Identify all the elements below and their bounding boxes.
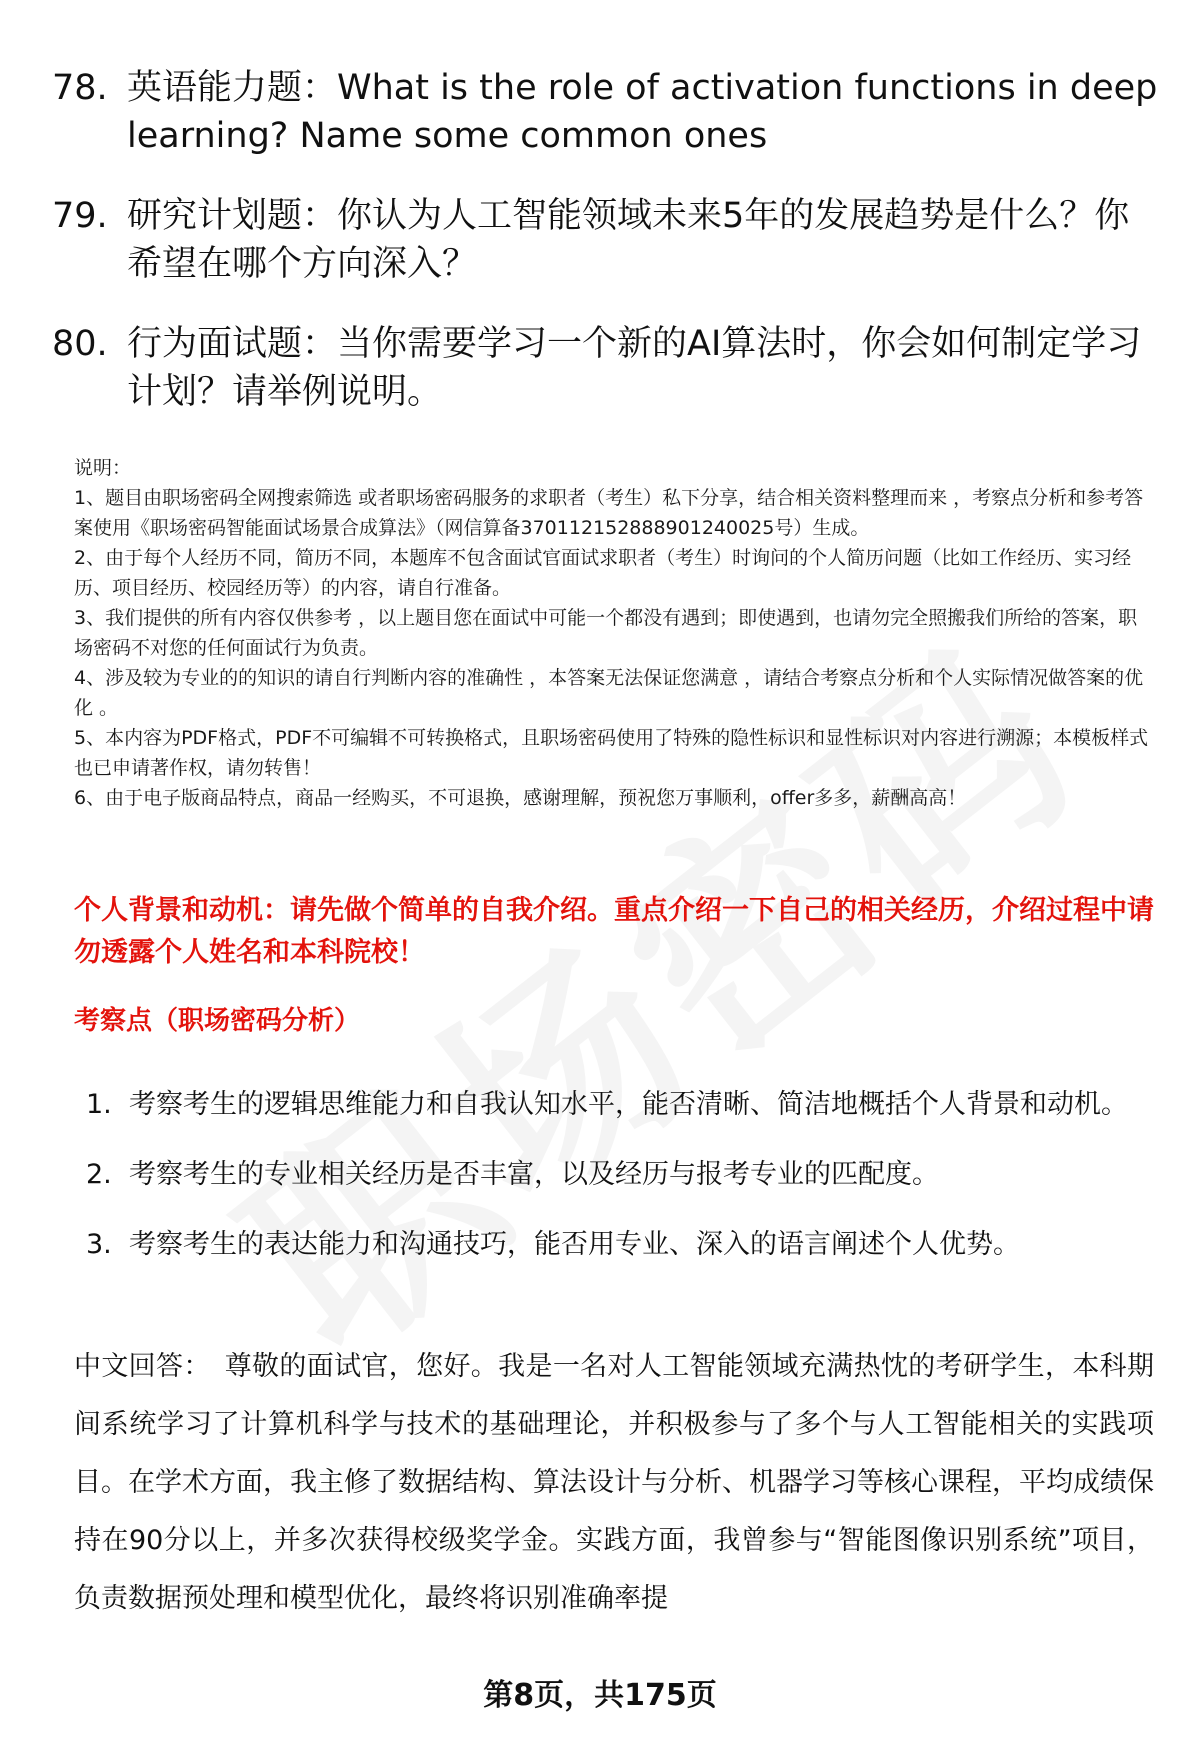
question-text: 行为面试题：当你需要学习一个新的AI算法时，你会如何制定学习计划？请举例说明。 — [127, 324, 1142, 412]
answer-label: 中文回答： — [74, 1351, 211, 1382]
analysis-title: 考察点（职场密码分析） — [74, 1006, 361, 1036]
notes-item: 3、我们提供的所有内容仅供参考 ，以上题目您在面试中可能一个都没有遇到；即使遇到，也请勿完全照搬我们所给的答案，职场密码不对您的任何面试行为负责。 — [74, 607, 1138, 659]
notes-item: 5、本内容为PDF格式，PDF不可编辑不可转换格式，且职场密码使用了特殊的隐性标识和显性标识对内容进行溯源；本模板样式也已申请著作权，请勿转售！ — [74, 727, 1149, 779]
analysis-list — [74, 1076, 1154, 1286]
question-number: 79. — [52, 196, 108, 236]
question-text: 英语能力题：What is the role of activation functions in deep learning? Name some common ones — [127, 68, 1158, 156]
question-78 — [52, 64, 1162, 160]
question-80 — [52, 320, 1162, 416]
notes-item: 4、涉及较为专业的的知识的请自行判断内容的准确性 ，本答案无法保证您满意 ，请结合考察点分析和个人实际情况做答案的优化 。 — [74, 667, 1144, 719]
notes-item: 1、题目由职场密码全网搜索筛选 或者职场密码服务的求职者（考生）私下分享，结合相关资料整理而来 ，考察点分析和参考答案使用《职场密码智能面试场景合成算法》（网信算备370112152888901240025号）生成。 — [74, 487, 1144, 539]
notes-title: 说明： — [74, 457, 132, 479]
notes-item: 6、由于电子版商品特点，商品一经购买，不可退换，感谢理解，预祝您万事顺利，offer多多，薪酬高高！ — [74, 787, 967, 809]
notes-item: 2、由于每个人经历不同，简历不同，本题库不包含面试官面试求职者（考生）时询问的个人简历问题（比如工作经历、实习经历、项目经历、校园经历等）的内容，请自行准备。 — [74, 547, 1132, 599]
answer-paragraph — [74, 1338, 1154, 1628]
list-item-number: 1. — [86, 1089, 112, 1120]
disclaimer-notes — [74, 453, 1154, 813]
list-item-text: 考察考生的逻辑思维能力和自我认知水平，能否清晰、简洁地概括个人背景和动机。 — [129, 1089, 1128, 1120]
question-number: 80. — [52, 324, 108, 364]
list-item-number: 2. — [86, 1159, 112, 1190]
list-item-text: 考察考生的表达能力和沟通技巧，能否用专业、深入的语言阐述个人优势。 — [129, 1229, 1020, 1260]
list-item-text: 考察考生的专业相关经历是否丰富，以及经历与报考专业的匹配度。 — [129, 1159, 939, 1190]
list-item-number: 3. — [86, 1229, 112, 1260]
list-item — [74, 1076, 1154, 1134]
answer-text: 尊敬的面试官，您好。我是一名对人工智能领域充满热忱的考研学生，本科期间系统学习了计算机科学与技术的基础理论，并积极参与了多个与人工智能相关的实践项目。在学术方面，我主修了数据结构、算法设计与分析、机器学习等核心课程，平均成绩保持在90分以上，并多次获得校级奖学金。实践方面，我曾参与“智能图像识别系统”项目，负责数据预处理和模型优化，最终将识别准确率提 — [74, 1351, 1155, 1614]
list-item — [74, 1216, 1154, 1274]
question-text: 研究计划题：你认为人工智能领域未来5年的发展趋势是什么？你希望在哪个方向深入？ — [127, 196, 1130, 284]
list-item — [74, 1146, 1154, 1204]
section-title: 个人背景和动机：请先做个简单的自我介绍。重点介绍一下自己的相关经历，介绍过程中请勿透露个人姓名和本科院校！ — [74, 895, 1154, 968]
question-79 — [52, 192, 1162, 288]
question-number: 78. — [52, 68, 108, 108]
page-footer: 第8页，共175页 — [483, 1678, 717, 1713]
